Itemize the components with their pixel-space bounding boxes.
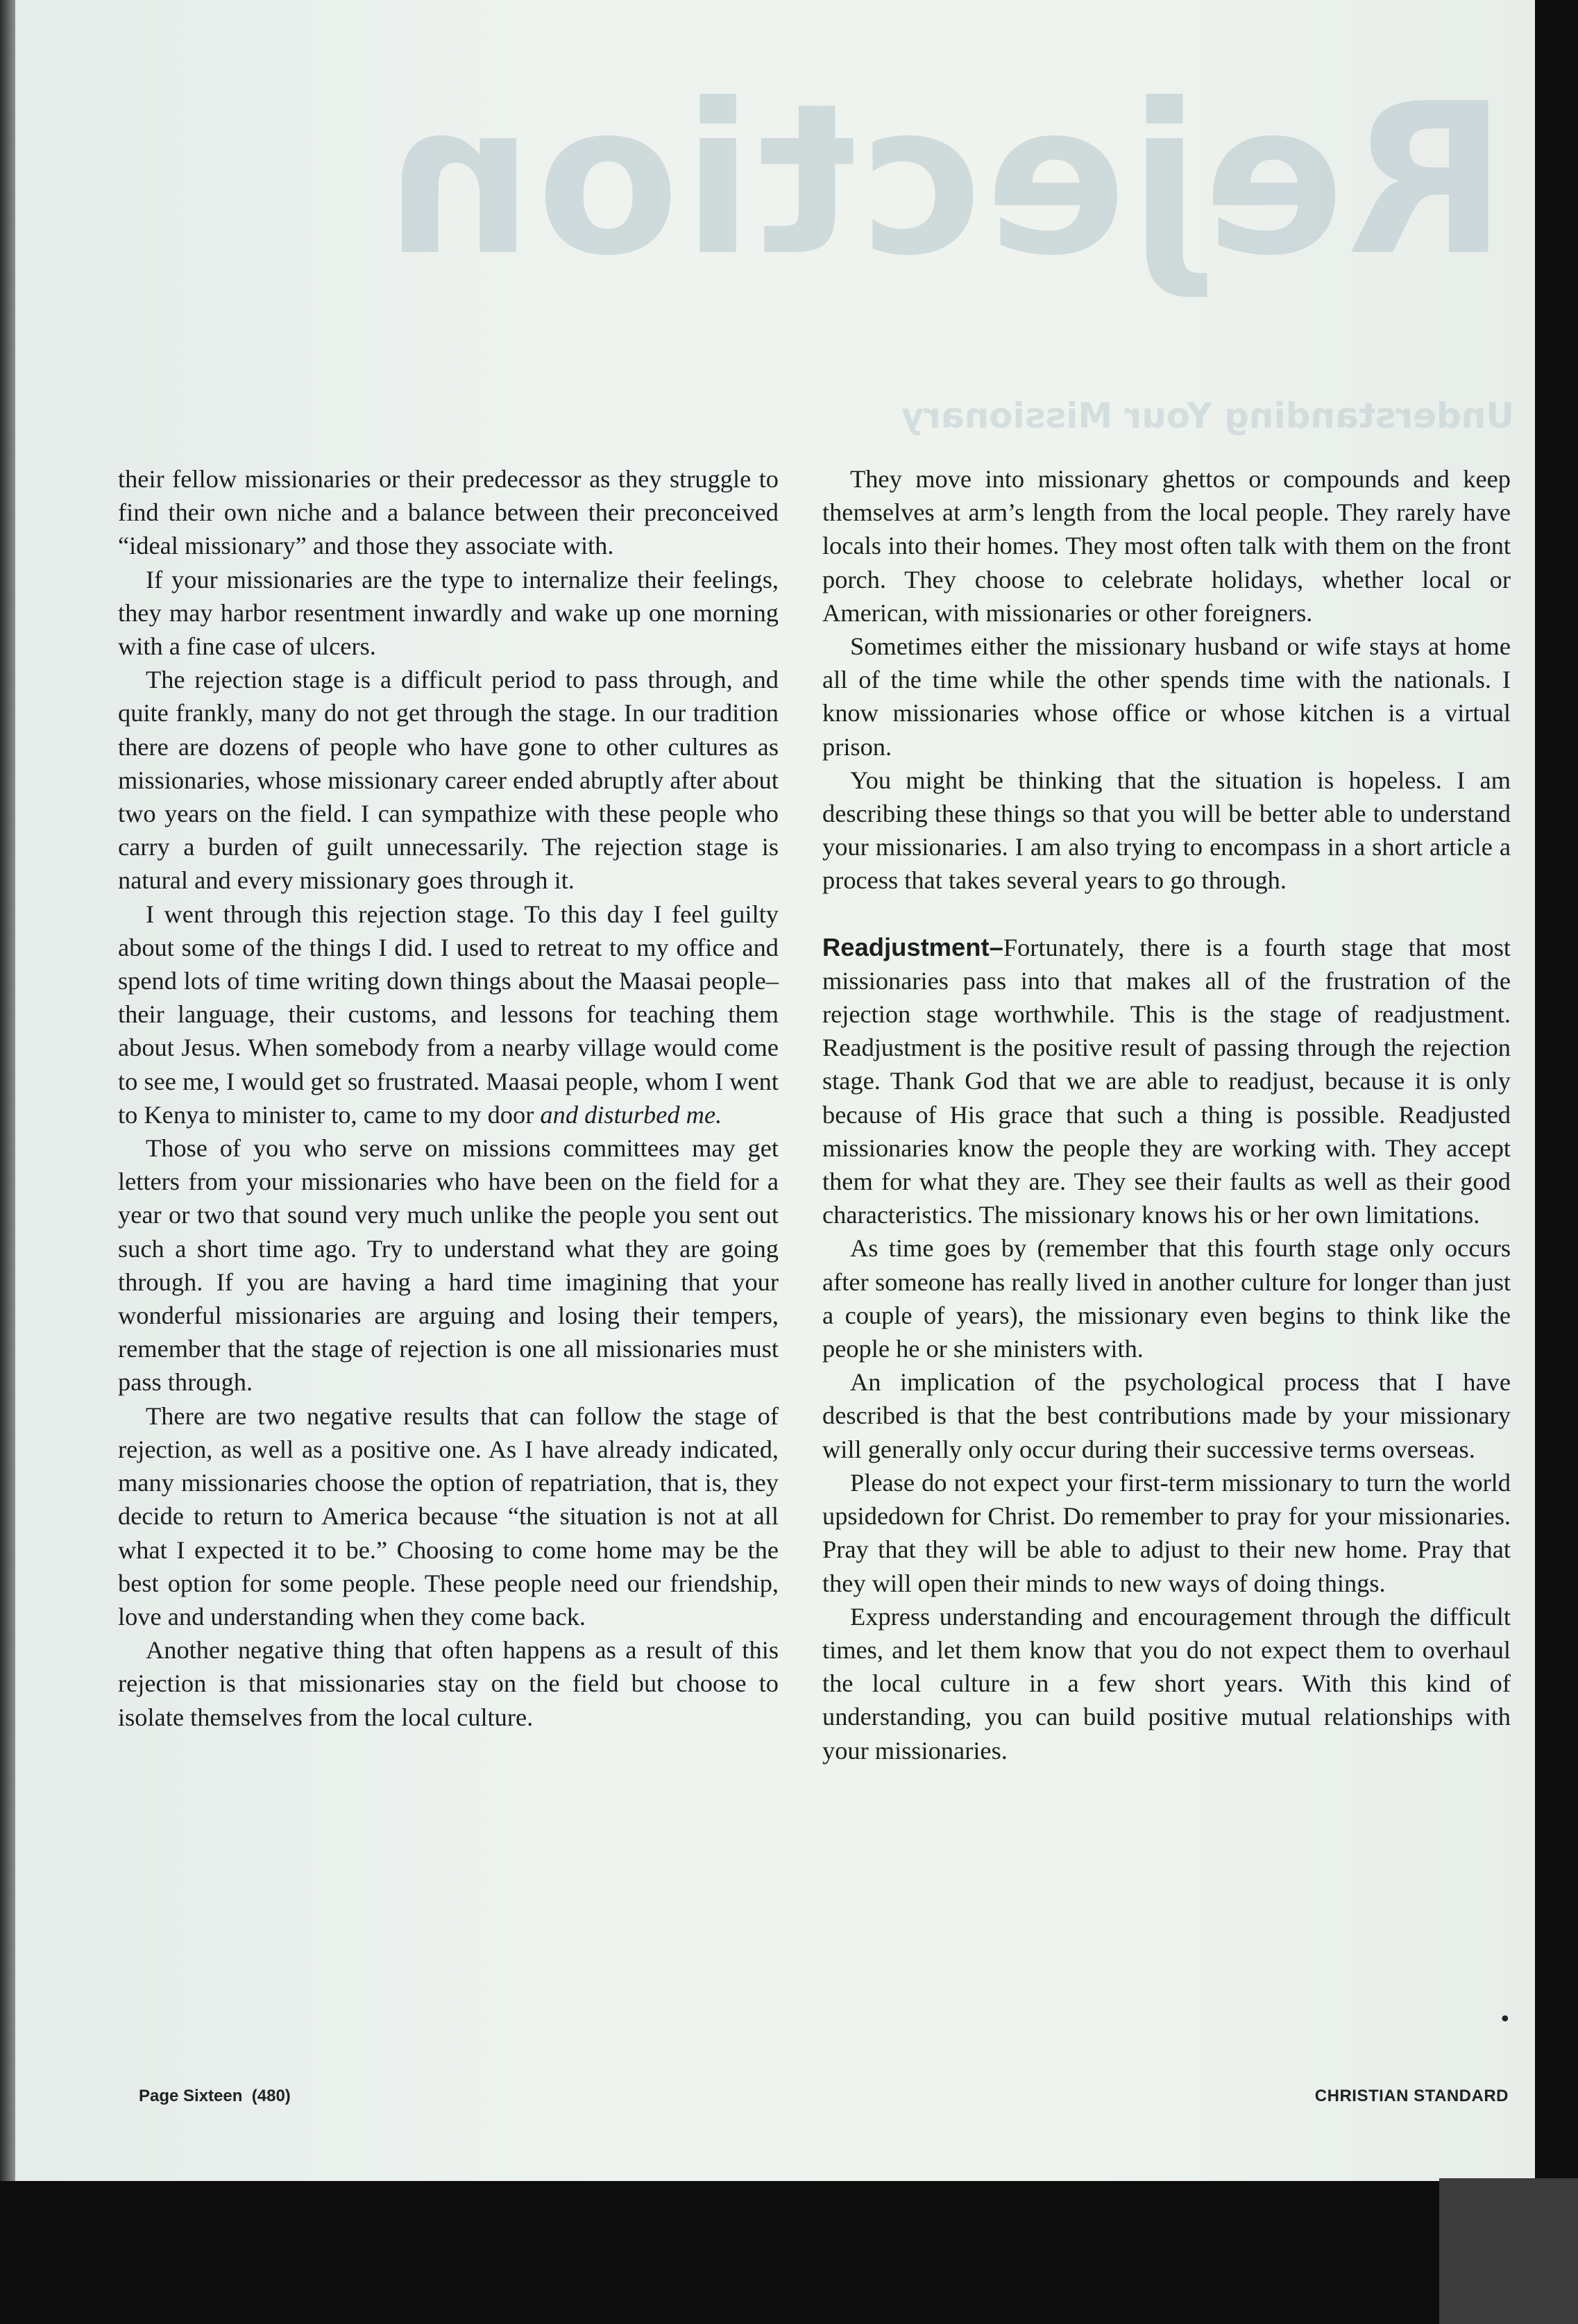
page-folio bbox=[139, 2087, 291, 2106]
bleed-through-title: Rejection bbox=[382, 59, 1507, 301]
background-corner bbox=[1439, 2178, 1578, 2324]
paragraph: An implication of the psychological process that I have described is that the best contributions made by your missionary will generally only occur during their successive terms overseas. bbox=[822, 1368, 1511, 1463]
paragraph: Another negative thing that often happens as a result of this rejection is that missionaries stay on the field but choose to isolate themselves from the local culture. bbox=[118, 1636, 779, 1731]
page-number: (480) bbox=[251, 2087, 291, 2105]
paragraph: Sometimes either the missionary husband or wife stays at home all of the time while the other spends time with the nationals. I know missionaries whose office or whose kitchen is a virtual prison. bbox=[822, 632, 1511, 761]
left-text-column bbox=[118, 462, 779, 1734]
paragraph: Express understanding and encouragement through the difficult times, and let them know that you do not expect them to overhaul the local culture in a few short years. With this kind of understanding, you can build positive mutual relationships with your missionaries. bbox=[822, 1602, 1511, 1765]
paragraph: Those of you who serve on missions committees may get letters from your missionaries who have been on the field for a year or two that sound very much unlike the people you sent out such a short time ago. Try to understand what they are going through. If you are having a hard time imagining that your wonderful missionaries are arguing and losing their tempers, remember that the stage of rejection is one all missionaries must pass through. bbox=[118, 1134, 779, 1397]
end-of-article-mark: • bbox=[1499, 2007, 1511, 2032]
page-label: Page Sixteen bbox=[139, 2087, 243, 2105]
paragraph: The rejection stage is a difficult period to pass through, and quite frankly, many do not get through the stage. In our tradition there are dozens of people who have gone to other cultures as missionaries, whose missionary career ended abruptly after about two years on the field. I can sympathize with these people who carry a burden of guilt unnecessarily. The rejection stage is natural and every missionary goes through it. bbox=[118, 666, 779, 895]
section-lead-in: Readjustment– bbox=[822, 932, 1003, 961]
right-text-column bbox=[822, 462, 1511, 1767]
paragraph: their fellow missionaries or their predecessor as they struggle to find their own niche and a balance between their preconceived “ideal missionary” and those they associate with. bbox=[118, 465, 779, 560]
bleed-through-subtitle: Understanding Your Missionary bbox=[901, 396, 1514, 436]
readjustment-paragraph bbox=[822, 931, 1511, 1232]
paragraph bbox=[118, 898, 779, 1131]
paragraph: You might be thinking that the situation is hopeless. I am describing these things so that you will be better able to understand your missionaries. I am also trying to encompass in a short article a process that takes several years to go through. bbox=[822, 766, 1511, 895]
paragraph: Please do not expect your first-term missionary to turn the world upsidedown for Christ. Do remember to pray for your missionaries. Pray that they will be able to adjust to their new home. Pray that they will open their minds to new ways of doing things. bbox=[822, 1468, 1511, 1597]
italic-phrase: and disturbed me. bbox=[540, 1100, 722, 1129]
paragraph-body: I went through this rejection stage. To this day I feel guilty about some of the things I did. I used to retreat to my office and spend lots of time writing down things about the Maasai people–their language, their customs, and lessons for teaching them about Jesus. When somebody from a nearby village would come to see me, I would get so frustrated. Maasai people, whom I went to Kenya to minister to, came to my door bbox=[118, 900, 779, 1129]
paragraph-body: Fortunately, there is a fourth stage that most missionaries pass into that makes all of the frustration of the rejection stage worthwhile. This is the stage of readjustment. Readjustment is the positive result of passing through the rejection stage. Thank God that we are able to readjust, because it is only because of His grace that such a thing is possible. Readjusted missionaries know the people they are working with. They accept them for what they are. They see their faults as well as their good characteristics. The missionary knows his or her own limitations. bbox=[822, 933, 1511, 1229]
paragraph: If your missionaries are the type to internalize their feelings, they may harbor resentment inwardly and wake up one morning with a fine case of ulcers. bbox=[118, 565, 779, 661]
paragraph: As time goes by (remember that this fourth stage only occurs after someone has really lived in another culture for longer than just a couple of years), the missionary even begins to think like the people he or she ministers with. bbox=[822, 1234, 1511, 1363]
publication-name: CHRISTIAN STANDARD bbox=[1314, 2087, 1509, 2105]
paragraph: There are two negative results that can follow the stage of rejection, as well as a positive one. As I have already indicated, many missionaries choose the option of repatriation, that is, they decide to return to America because “the situation is not at all what I expected it to be.” Choosing to come home may be the best option for some people. These people need our friendship, love and understanding when they come back. bbox=[118, 1401, 779, 1631]
page-left-edge bbox=[0, 0, 15, 2181]
paragraph: They move into missionary ghettos or compounds and keep themselves at arm’s length from the local people. They rarely have locals into their homes. They most often talk with them on the front porch. They choose to celebrate holidays, whether local or American, with missionaries or other foreigners. bbox=[822, 465, 1511, 627]
